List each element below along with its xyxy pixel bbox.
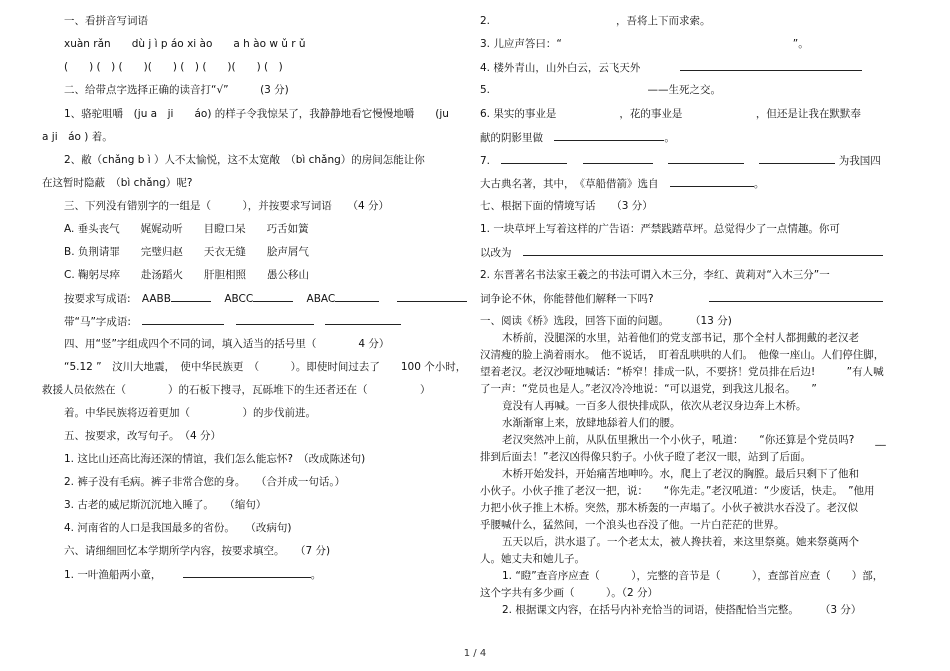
section-3-title: 三、下列没有错别字的一组是（ ），并按要求写词语 （4 分） (64, 200, 390, 212)
classic-blank-2[interactable] (583, 153, 653, 164)
section-4-title: 四、用“竖”字组成四个不同的词，填入适当的括号里（ 4 分） (64, 338, 390, 350)
r-item-7-line2-text: 大古典名著，其中， 《草船借箭》选自 (480, 178, 659, 190)
idiom-requirement-label: 按要求写成语: (64, 293, 131, 305)
passage-line-6: 水渐渐窜上来，放肆地舔着人们的腰。 (502, 417, 681, 429)
classic-blank-3[interactable] (668, 153, 744, 164)
r-item-6-blank[interactable] (554, 130, 664, 141)
passage-line-5: 竟没有人再喊。一百多人很快排成队，依次从老汉身边奔上木桥。 (502, 400, 807, 412)
answer-brackets: ( ) ( ) ( )( ) ( ) ( )( ) ( ) (64, 61, 283, 73)
r-item-2 (480, 14, 711, 28)
r-item-7-tail: 为我国四 (838, 155, 881, 167)
passage-line-4: 了一声：“党员也是人。”老汉冷冷地说：“可以退党，到我这儿报名。 ” (480, 383, 817, 395)
s5-item-3: 3. 古老的威尼斯沉沉地入睡了。 （缩句） (64, 499, 267, 511)
passage-line-10: 小伙子。小伙子推了老汉一把，说： “你先走。”老汉吼道：“少废话，快走。 ”他用 (480, 485, 875, 497)
s6-item-1-text: 1. 一叶渔船两小童， (64, 569, 162, 581)
r-item-2-text: 2. ，吾将上下而求索。 (480, 15, 711, 27)
passage-line-3: 望着老汉。老汉沙哑地喊话：“桥窄！排成一队，不要挤！党员排在后边! ”有人喊 (480, 366, 884, 378)
classic-blank-1[interactable] (501, 153, 567, 164)
section-1-title: 一、看拼音写词语 (64, 15, 148, 27)
r-item-4 (480, 60, 862, 75)
r-item-3: 3. 儿应声答曰：“ ”。 (480, 38, 809, 50)
passage-line-14: 人。她丈夫和她儿子。 (480, 553, 585, 565)
option-c: C. 鞠躬尽瘁 赴汤蹈火 肝胆相照 愚公移山 (64, 269, 310, 281)
section-5-title: 五、按要求，改写句子。 （4 分） (64, 430, 222, 442)
question-1-line1: 1. “瞪”查音序应查（ ），完整的音节是（ ），查部首应查（ ）部， (502, 570, 884, 582)
r-item-6-line2: 献的阴影里做 。 (480, 132, 675, 144)
passage-line-13: 五天以后，洪水退了。一个老太太，被人搀扶着，来这里祭奠。她来祭奠两个 (502, 536, 859, 548)
horse-blank-2[interactable] (236, 314, 314, 325)
horse-blank-3[interactable] (325, 314, 401, 325)
s4-line1: “5.12 ” 汶川大地震， 使中华民族更 （ ）。即使时间过去了 100 个小时， (64, 361, 467, 373)
passage-line-2: 汉清瘦的脸上淌着雨水。 他不说话， 盯着乱哄哄的人们。 他像一座山。人们停住脚， (480, 349, 885, 361)
classic-blank-4[interactable] (759, 153, 835, 164)
passage-line-1: 木桥前，没腿深的水里，站着他们的党支部书记，那个全村人都拥戴的老汉老 (502, 332, 859, 344)
s7-item-1-line2-text: 以改为 (480, 247, 512, 259)
s2-q1-line2: a ji áo ) 着。 (42, 131, 113, 143)
r-item-7-blank[interactable] (670, 176, 754, 187)
horse-idiom-label: 带“马”字成语: (64, 316, 131, 328)
r-item-6-line1: 6. 果实的事业是 ，花的事业是 ，但还是让我在默默奉 (480, 108, 861, 120)
abcc-blank[interactable] (253, 291, 293, 302)
s7-item-1-line1: 1. 一块草坪上写着这样的广告语：严禁践踏草坪。总觉得少了一点情趣。你可 (480, 223, 840, 235)
passage-line-12: 乎腰喊什么，猛然间，一个浪头也吞没了他。一片白茫茫的世界。 (480, 519, 785, 531)
s5-item-2: 2. 裤子没有毛病。裤子非常合您的身。 （合并成一句话。） (64, 476, 346, 488)
s7-item-2-line1: 2. 东晋著名书法家王羲之的书法可谓入木三分，李红、黄莉对“入木三分”一 (480, 269, 830, 281)
s6-item-1-blank[interactable] (183, 567, 311, 578)
s7-item-1-blank[interactable] (523, 245, 883, 256)
abac-label: ABAC (306, 293, 336, 305)
section-6-title: 六、请细细回忆本学期所学内容，按要求填空。 （7 分) (64, 545, 331, 557)
r-item-5: 5. ——生死之交。 (480, 84, 722, 96)
question-1-line2: 这个字共有多少画（ ）。（2 分） (480, 587, 659, 599)
option-a: A. 垂头丧气 娓娓动听 目瞪口呆 巧舌如簧 (64, 223, 309, 235)
s5-item-4: 4. 河南省的人口是我国最多的省份。 （改病句) (64, 522, 292, 534)
section-2-title: 二、给带点字选择正确的读音打“√” (3 分) (64, 84, 289, 96)
passage-line-11: 力把小伙子推上木桥。突然，那木桥轰的一声塌了。小伙子被洪水吞没了。老汉似 (480, 502, 858, 514)
pinyin-line: xuàn rǎn dù j ì p áo xi ào a h ào w ǔ r ǔ (64, 38, 306, 50)
r-item-7-line2: 大古典名著，其中， 《草船借箭》选自 。 (480, 178, 765, 190)
passage-line-9: 木桥开始发抖，开始痛苦地呻吟。水，爬上了老汉的胸膛。最后只剩下了他和 (502, 468, 859, 480)
section-7-title: 七、根据下面的情境写话 （3 分） (480, 200, 653, 212)
aabb-blank[interactable] (171, 291, 211, 302)
extra-blank[interactable] (397, 291, 467, 302)
s4-line2: 救援人员依然在（ ）的石板下搜寻，瓦砾堆下的生还者还在（ ） (42, 384, 431, 396)
r-item-4-text: 4. 楼外青山，山外白云，云飞天外 (480, 62, 641, 74)
reading-section-title: 一、阅读《桥》选段，回答下面的问题。 （13 分) (480, 315, 732, 327)
passage-line-8: 排到后面去！”老汉凶得像只豹子。小伙子瞪了老汉一眼，站到了后面。 (480, 451, 811, 463)
question-2: 2. 根据课文内容，在括号内补充恰当的词语，使搭配恰当完整。 （3 分） (502, 604, 862, 616)
s7-item-1-line2 (480, 245, 883, 260)
s7-item-2-line2-text: 词争论不休，你能替他们解释一下吗? (480, 293, 654, 305)
horse-blank-1[interactable] (142, 314, 224, 325)
aabb-label: AABB (141, 293, 171, 305)
s7-item-2-line2 (480, 291, 883, 306)
option-b: B. 负荆请罪 完璧归赵 天衣无缝 脍声屑气 (64, 246, 309, 258)
passage-line-7: 老汉突然冲上前，从队伍里揪出一个小伙子，吼道： “你还算是个党员吗? __ (502, 434, 886, 446)
horse-idiom-line (64, 314, 401, 329)
r-item-7-line1 (480, 153, 881, 168)
s2-q1-line1: 1、骆驼咀嚼 (ju a ji áo) 的样子令我惊呆了，我静静地看它慢慢地嚼 (ju (64, 108, 449, 120)
s2-q2-line1: 2、敝（chǎng b ì ）人不太愉悦，这不太宽敞 （bì chǎng）的房间怎能让你 (64, 154, 425, 166)
r-item-6-line2-text: 献的阴影里做 (480, 132, 543, 144)
idiom-requirement-line (64, 291, 467, 306)
page-number: 1 / 4 (463, 648, 487, 659)
abac-blank[interactable] (335, 291, 379, 302)
s5-item-1: 1. 这比山还高比海还深的情谊，我们怎么能忘怀? （改成陈述句) (64, 453, 366, 465)
abcc-label: ABCC (224, 293, 254, 305)
r-item-7-num: 7. (480, 155, 491, 167)
s6-item-1: 1. 一叶渔船两小童， 。 (64, 569, 322, 581)
s2-q2-line2: 在这暂时隐蔽 （bì chǎng）呢? (42, 177, 193, 189)
r-item-4-blank[interactable] (680, 60, 862, 71)
s7-item-2-blank[interactable] (709, 291, 883, 302)
s4-line3: 着。中华民族将迈着更加（ ）的步伐前进。 (64, 407, 316, 419)
